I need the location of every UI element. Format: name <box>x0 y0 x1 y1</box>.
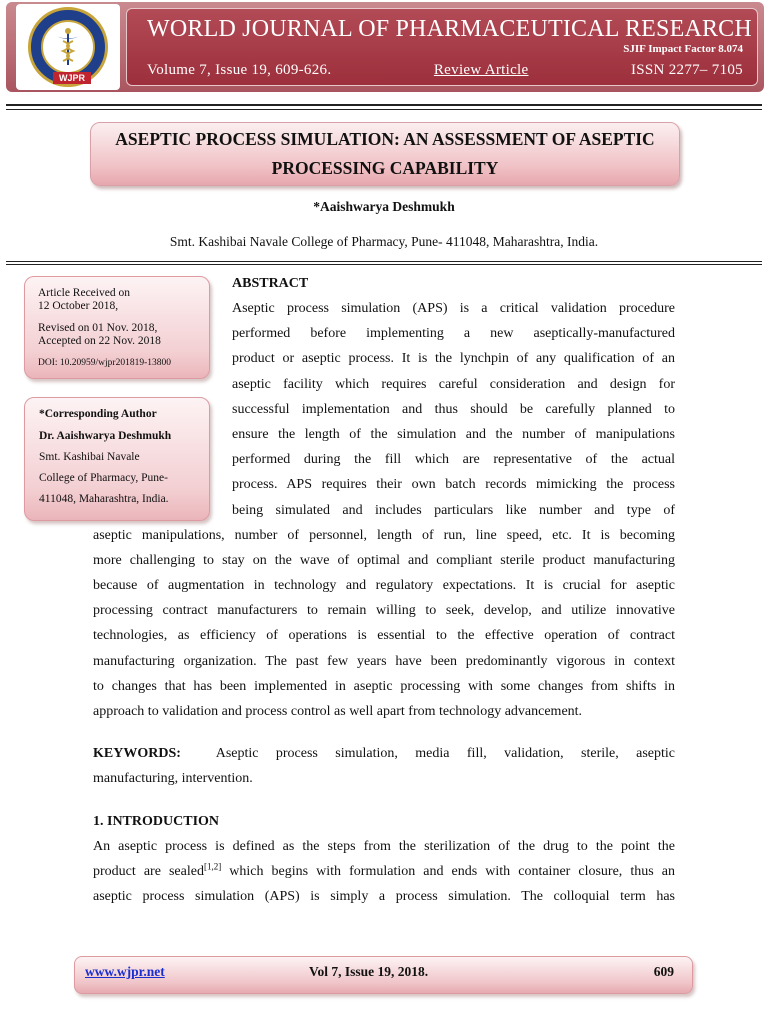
introduction-heading: 1. INTRODUCTION <box>93 814 220 829</box>
keywords-line-2: manufacturing, intervention. <box>93 771 253 786</box>
logo-wordmark: WJPR <box>53 72 91 84</box>
author-affiliation: Smt. Kashibai Navale College of Pharmacy, Pune- 411048, Maharashtra, India. <box>169 234 599 249</box>
revised-date: Revised on 01 Nov. 2018, <box>38 322 158 334</box>
divider <box>6 104 762 106</box>
keywords-list: Aseptic process simulation, media fill, validation, sterile, aseptic <box>215 746 676 761</box>
abstract-line: Aseptic process simulation (APS) is a critical validation procedure <box>232 301 675 316</box>
abstract-line: processing contract manufacturers to remain willing to seek, develop, and utilize innovative <box>93 603 675 618</box>
abstract-line: successful implementation and thus should be carefully planned to <box>232 402 675 417</box>
article-title <box>90 122 680 186</box>
received-date: 12 October 2018, <box>38 300 119 312</box>
doi: DOI: 10.20959/wjpr201819-13800 <box>38 358 171 368</box>
abstract-line: more challenging to stay on the wave of optimal and compliant sterile product manufacturing <box>93 553 675 568</box>
abstract-line: product or aseptic process. It is the lynchpin of any qualification of an <box>232 351 675 366</box>
intro-line: aseptic process simulation (APS) is simply a process simulation. The colloquial term has <box>93 889 675 904</box>
issue-meta <box>147 62 743 79</box>
footer-issue: Vol 7, Issue 19, 2018. <box>309 964 429 979</box>
divider <box>6 109 762 110</box>
intro-line <box>93 861 675 880</box>
corresponding-author-box <box>24 397 210 521</box>
intro-text: which begins with formulation and ends with container closure, thus an <box>221 864 675 879</box>
keywords-label: KEYWORDS: <box>93 746 181 761</box>
intro-text: product are sealed <box>93 864 204 879</box>
page-footer <box>74 956 693 994</box>
abstract-line: being simulated and includes particulars like number and type of <box>232 503 675 518</box>
article-info-box <box>24 276 210 379</box>
journal-logo <box>16 4 120 90</box>
corresponding-address-3: 411048, Maharashtra, India. <box>39 493 169 505</box>
accepted-date: Accepted on 22 Nov. 2018 <box>38 335 161 347</box>
header-panel <box>126 8 758 86</box>
received-label: Article Received on <box>38 287 130 299</box>
keywords-line <box>93 746 675 762</box>
divider <box>6 261 762 262</box>
journal-url-link[interactable]: www.wjpr.net <box>85 964 165 979</box>
abstract-line: aseptic manipulations, number of personnel, length of run, line speed, etc. It is becoming <box>93 528 675 543</box>
caduceus-icon <box>41 20 95 74</box>
corresponding-address-1: Smt. Kashibai Navale <box>39 451 140 463</box>
corresponding-address-2: College of Pharmacy, Pune- <box>39 472 168 484</box>
volume-info: Volume 7, Issue 19, 609-626. <box>147 62 332 78</box>
issn: ISSN 2277– 7105 <box>630 62 743 78</box>
journal-header <box>6 2 764 92</box>
corresponding-name: Dr. Aaishwarya Deshmukh <box>39 430 172 442</box>
abstract-line: aseptic facility which requires careful consideration and design for <box>232 377 675 392</box>
abstract-line: manufacturing organization. The past few years have been predominantly vigorous in context <box>93 654 675 669</box>
author-name: *Aaishwarya Deshmukh <box>313 199 455 214</box>
abstract-line: approach to validation and process control as well apart from technology advancement. <box>93 704 583 719</box>
article-type: Review Article <box>433 62 529 78</box>
citation-ref[interactable]: [1,2] <box>203 861 222 872</box>
intro-line: An aseptic process is defined as the steps from the sterilization of the drug to the point the <box>93 839 675 854</box>
title-line-2: PROCESSING CAPABILITY <box>271 158 499 178</box>
journal-title: WORLD JOURNAL OF PHARMACEUTICAL RESEARCH <box>147 16 752 42</box>
abstract-line: performed during the fill which are representative of the actual <box>232 452 675 467</box>
page-number: 609 <box>653 964 674 979</box>
abstract-line: ensure the length of the simulation and the number of manipulations <box>232 427 675 442</box>
abstract-line: technologies, as efficiency of operations is essential to the effective operation of contract <box>93 628 675 643</box>
abstract-line: performed before implementing a new aseptically-manufactured <box>232 326 675 341</box>
abstract-line: process. APS requires their own batch records mimicking the process <box>232 477 675 492</box>
abstract-line: because of augmentation in technology and regulatory expectations. It is crucial for aseptic <box>93 578 675 593</box>
corresponding-heading: *Corresponding Author <box>39 408 157 420</box>
abstract-heading: ABSTRACT <box>232 276 309 291</box>
abstract-line: to changes that has been implemented in aseptic processing with some changes from shifts in <box>93 679 675 694</box>
title-line-1: ASEPTIC PROCESS SIMULATION: AN ASSESSMENT OF ASEPTIC <box>115 129 655 149</box>
logo-seal <box>28 7 108 87</box>
divider <box>6 264 762 265</box>
impact-factor: SJIF Impact Factor 8.074 <box>623 43 743 55</box>
